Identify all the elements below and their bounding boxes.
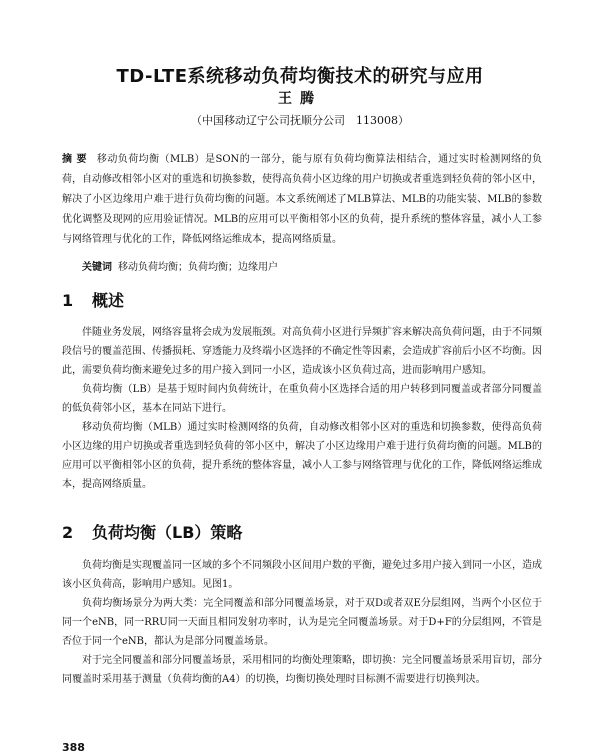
section-1-heading bbox=[62, 288, 124, 311]
author-name: 王腾 bbox=[278, 91, 322, 107]
section-1-paragraph: 伴随业务发展，网络容量将会成为发展瓶颈。对高负荷小区进行异频扩容来解决高负荷问题，由于不同频段信号的覆盖范围、传播损耗、穿透能力及终端小区选择的不确定性等因素，会造成扩容前后小区不均衡。因此，需要负荷均衡来避免过多的用户接入到同一小区，造成该小区负荷过高，进而影响用户感知。 bbox=[62, 327, 542, 376]
keywords-text: 移动负荷均衡；负荷均衡；边缘用户 bbox=[118, 262, 278, 273]
paper-title: TD-LTE系统移动负荷均衡技术的研究与应用 bbox=[116, 66, 484, 87]
abstract-block bbox=[62, 150, 542, 250]
section-1-body bbox=[62, 323, 542, 494]
section-1-paragraph: 负荷均衡（LB）是基于短时间内负荷统计，在重负荷小区选择合适的用户转移到同覆盖或者部分同覆盖的低负荷邻小区，基本在同站下进行。 bbox=[62, 384, 542, 414]
section-2-paragraph: 对于完全同覆盖和部分同覆盖场景，采用相同的均衡处理策略，即切换：完全同覆盖场景采用盲切，部分同覆盖时采用基于测量（负荷均衡的A4）的切换，均衡切换处理时目标测不需要进行切换判决。 bbox=[62, 655, 542, 685]
keywords-label: 关键词 bbox=[82, 262, 112, 273]
keywords-block bbox=[82, 260, 542, 276]
section-2-title: 负荷均衡（LB）策略 bbox=[92, 523, 243, 542]
page-number: 388 bbox=[62, 741, 85, 754]
section-2-paragraph: 负荷均衡是实现覆盖同一区域的多个不同频段小区间用户数的平衡，避免过多用户接入到同一小区，造成该小区负荷高，影响用户感知。见图1。 bbox=[62, 560, 542, 590]
section-2-heading bbox=[62, 520, 242, 543]
section-2-body bbox=[62, 556, 542, 689]
section-2-paragraph: 负荷均衡场景分为两大类：完全同覆盖和部分同覆盖场景，对于双D或者双E分层组网，当两个小区位于同一个eNB，同一RRU同一天面且相同发射功率时，认为是完全同覆盖场景。对于D+F的分层组网，不管是否位于同一个eNB，都认为是部分同覆盖场景。 bbox=[62, 598, 542, 647]
section-1-number: 1 bbox=[62, 291, 74, 310]
abstract-text: 移动负荷均衡（MLB）是SON的一部分，能与原有负荷均衡算法相结合，通过实时检测网络的负荷，自动修改相邻小区对的重选和切换参数，使得高负荷小区边缘的用户切换或者重选到轻负荷的邻小区中，解决了小区边缘用户难于进行负荷均衡的问题。本文系统阐述了MLB算法、MLB的功能实装、MLB的参数优化调整及现网的应用验证情况。MLB的应用可以平衡相邻小区的负荷，提升系统的整体容量，减小人工参与网络管理与优化的工作，降低网络运维成本，提高网络质量。 bbox=[62, 154, 543, 245]
section-1-paragraph: 移动负荷均衡（MLB）通过实时检测网络的负荷，自动修改相邻小区对的重选和切换参数，使得高负荷小区边缘的用户切换或者重选到轻负荷的邻小区中，解决了小区边缘用户难于进行负荷均衡的问题。MLB的应用可以平衡相邻小区的负荷，提升系统的整体容量，减小人工参与网络管理与优化的工作，降低网络运维成本，提高网络质量。 bbox=[62, 422, 542, 490]
section-1-title: 概述 bbox=[92, 291, 125, 310]
section-2-number: 2 bbox=[62, 523, 74, 542]
abstract-label: 摘要 bbox=[62, 154, 91, 165]
author-affiliation: （中国移动辽宁公司抚顺分公司 113008） bbox=[191, 114, 409, 127]
